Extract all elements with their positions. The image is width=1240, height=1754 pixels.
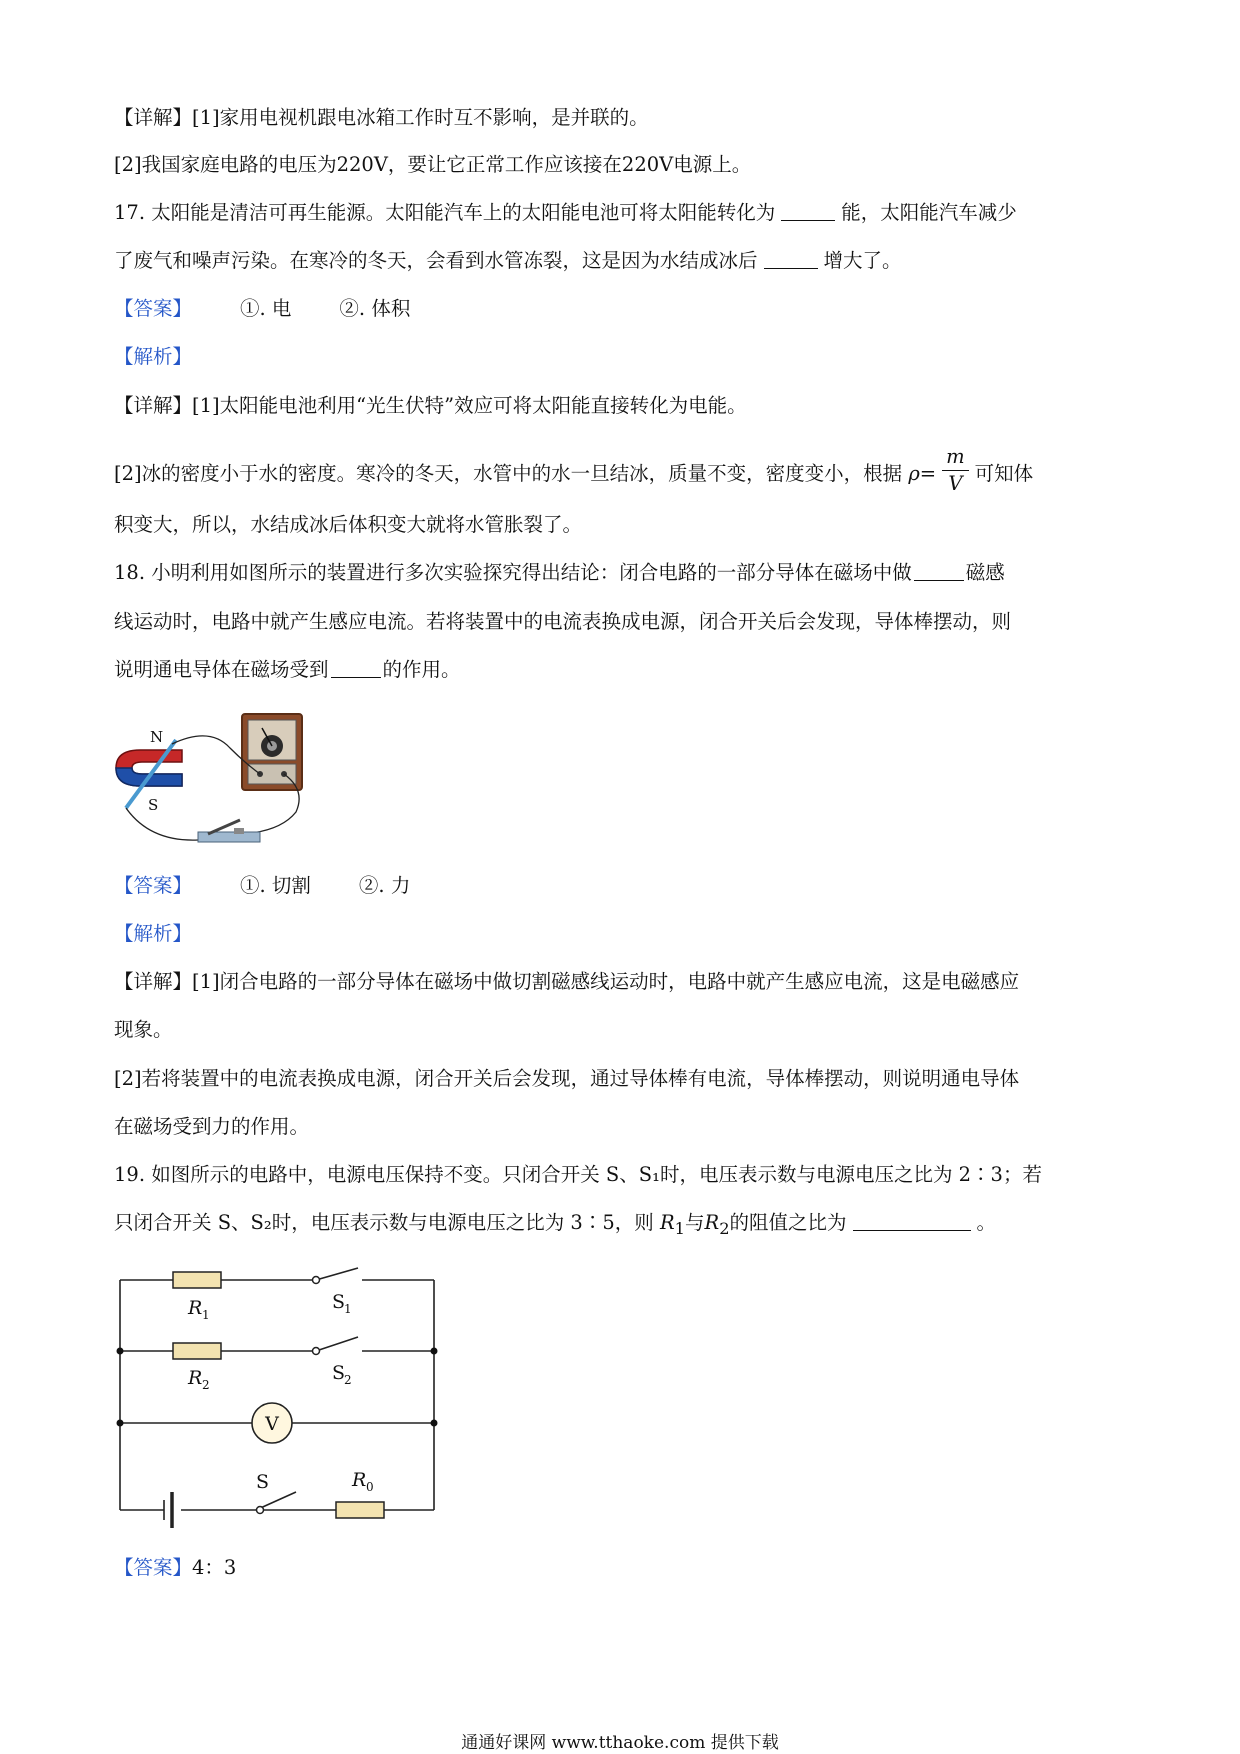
analysis-17 bbox=[114, 342, 1134, 372]
answer-18: 【答案】 ①. 切割 ②. 力 bbox=[114, 874, 411, 897]
detail-18-line-2: 现象。 bbox=[114, 1018, 173, 1041]
question-17-line-1: 17. 太阳能是清洁可再生能源。太阳能汽车上的太阳能电池可将太阳能转化为 能，太阳能汽车减少 bbox=[114, 198, 1134, 228]
south-pole-label: S bbox=[148, 796, 159, 814]
answer-blank bbox=[331, 655, 381, 678]
answer-tag: 【答案】 bbox=[114, 874, 193, 897]
question-19-line-1: 19. 如图所示的电路中，电源电压保持不变。只闭合开关 S、S₁时，电压表示数与电源电压之比为 2∶3；若 bbox=[114, 1163, 1042, 1186]
answer-17: 【答案】 ①. 电 ②. 体积 bbox=[114, 297, 411, 320]
density-symbol: ρ bbox=[908, 462, 920, 485]
question-18-line-1: 18. 小明利用如图所示的装置进行多次实验探究得出结论：闭合电路的一部分导体在磁场中做 磁感 bbox=[114, 558, 1134, 588]
question-19-line-2: 只闭合开关 S、S₂时，电压表示数与电源电压之比为 3∶5，则 $R_1$与$R_2$的阻值之比为 。 bbox=[114, 1208, 1134, 1244]
analysis-18 bbox=[114, 919, 1134, 949]
resistor-r0 bbox=[336, 1502, 384, 1518]
answer-tag: 【答案】 bbox=[114, 1556, 193, 1579]
detail-18-line-3: [2]若将装置中的电流表换成电源，闭合开关后会发现，通过导体棒有电流，导体棒摆动，则说明通电导体 bbox=[114, 1067, 1020, 1090]
svg-text:0: 0 bbox=[366, 1480, 374, 1494]
detail-18-line-4: 在磁场受到力的作用。 bbox=[114, 1115, 310, 1138]
detail-17-line-2: [2]冰的密度小于水的密度。寒冷的冬天，水管中的水一旦结冰，质量不变，密度变小，根据 ρ= $\frac{m}{V}$ 可知体 bbox=[114, 445, 1034, 495]
detail-line-1: 【详解】[1]家用电视机跟电冰箱工作时互不影响，是并联的。 bbox=[114, 106, 649, 129]
detail-17-line-3: 积变大，所以，水结成冰后体积变大就将水管胀裂了。 bbox=[114, 513, 583, 536]
r0-label: R bbox=[352, 1469, 367, 1491]
svg-text:1: 1 bbox=[202, 1308, 210, 1322]
svg-text:2: 2 bbox=[202, 1378, 210, 1392]
answer-tag: 【答案】 bbox=[114, 297, 193, 320]
s1-label: S bbox=[332, 1291, 346, 1313]
s2-label: S bbox=[332, 1362, 346, 1384]
analysis-tag: 【解析】 bbox=[114, 345, 193, 368]
electromagnetic-induction-figure bbox=[110, 708, 310, 848]
question-18-line-2: 线运动时，电路中就产生感应电流。若将装置中的电流表换成电源，闭合开关后会发现，导体棒摆动，则 bbox=[114, 610, 1012, 633]
r2-label: R bbox=[188, 1367, 203, 1389]
detail-17-line-1: 【详解】[1]太阳能电池利用“光生伏特”效应可将太阳能直接转化为电能。 bbox=[114, 394, 747, 417]
svg-text:2: 2 bbox=[344, 1373, 352, 1387]
answer-blank bbox=[853, 1208, 971, 1231]
answer-blank bbox=[781, 198, 835, 221]
r1-label: R bbox=[188, 1297, 203, 1319]
question-18-line-3: 说明通电导体在磁场受到 的作用。 bbox=[114, 655, 1134, 685]
north-pole-label: N bbox=[150, 728, 164, 746]
detail-line-2: [2]我国家庭电路的电压为220V，要让它正常工作应该接在220V电源上。 bbox=[114, 153, 752, 176]
question-17-line-2: 了废气和噪声污染。在寒冷的冬天，会看到水管冻裂，这是因为水结成冰后 增大了。 bbox=[114, 246, 1134, 276]
resistor-r2 bbox=[173, 1343, 221, 1359]
analysis-tag: 【解析】 bbox=[114, 922, 193, 945]
answer-blank bbox=[764, 246, 818, 269]
svg-text:1: 1 bbox=[344, 1302, 352, 1316]
s-label: S bbox=[256, 1471, 270, 1493]
page-footer: 通通好课网 www.tthaoke.com 提供下载 bbox=[461, 1733, 779, 1753]
detail-tag: 【详解】 bbox=[114, 106, 193, 129]
answer-blank bbox=[914, 558, 964, 581]
voltmeter-label: V bbox=[265, 1413, 279, 1435]
detail-18-line-1: 【详解】[1]闭合电路的一部分导体在磁场中做切割磁感线运动时，电路中就产生感应电流，这是电磁感应 bbox=[114, 970, 1020, 993]
density-formula: $\frac{m}{V}$ bbox=[942, 444, 969, 497]
answer-19: 【答案】4：3 bbox=[114, 1556, 237, 1579]
circuit-diagram bbox=[108, 1262, 448, 1532]
resistor-r1 bbox=[173, 1272, 221, 1288]
